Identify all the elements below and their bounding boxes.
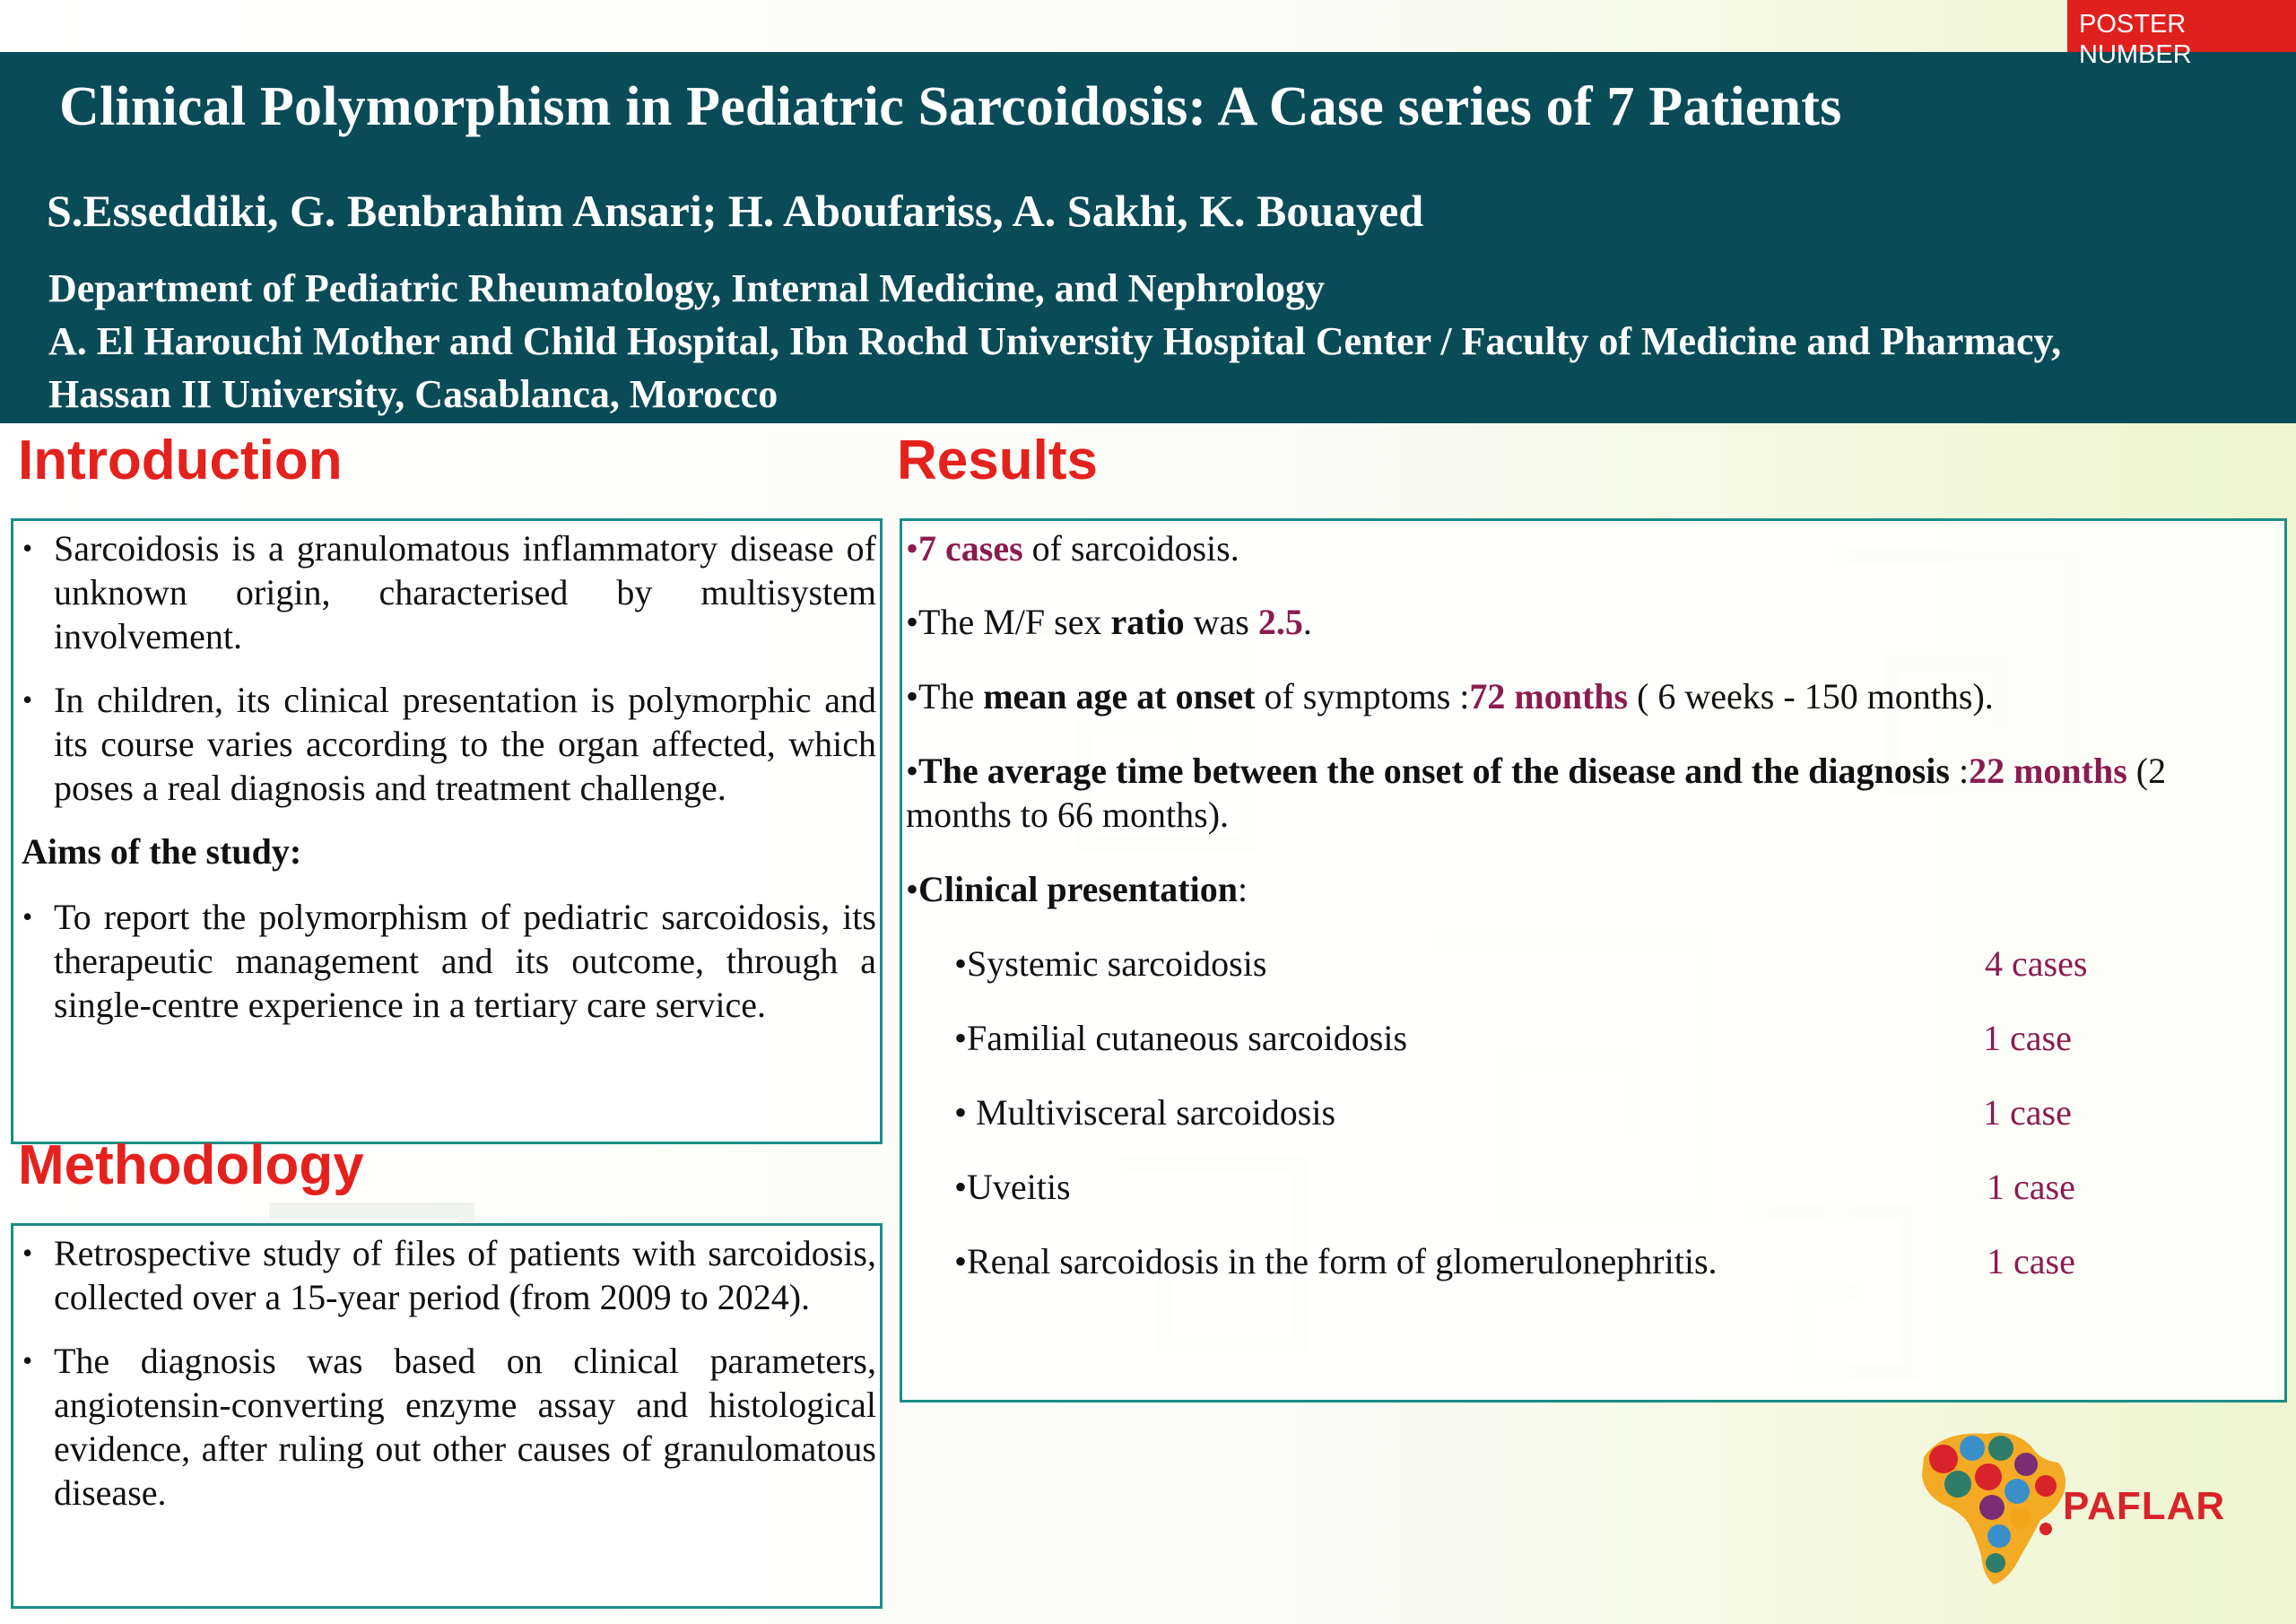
result-clinical-presentation [906, 867, 1248, 911]
result-mean-age [906, 674, 1994, 718]
poster-number-badge [2067, 0, 2296, 69]
paflar-logo-text: PAFLAR [2063, 1484, 2226, 1528]
bullet: • [906, 676, 919, 716]
highlight-value: 72 months [1469, 676, 1629, 716]
presentation-count: 1 case [1987, 1167, 2075, 1207]
introduction-list [19, 526, 876, 810]
poster-title: Clinical Polymorphism in Pediatric Sarcoidosis: A Case series of 7 Patients [59, 76, 1842, 137]
bold-text: The average time between the onset of the disease and the diagnosis [918, 751, 1950, 791]
highlight-value: 2.5 [1257, 602, 1303, 642]
presentation-label: •Systemic sarcoidosis [954, 943, 1267, 984]
list-item: • Sarcoidosis is a granulomatous inflammatory disease of unknown origin, characterised by multisystem involvement. [19, 526, 876, 658]
result-case-count [906, 526, 1239, 570]
poster-number-line1: POSTER [2079, 10, 2187, 39]
bullet: • [906, 751, 919, 791]
bullet: • [906, 602, 919, 642]
methodology-heading: Methodology [18, 1134, 364, 1196]
result-text: : [1237, 869, 1248, 909]
presentation-count: 4 cases [1985, 943, 2088, 984]
result-text: The [918, 676, 984, 716]
header-banner [0, 52, 2296, 423]
presentation-label: •Familial cutaneous sarcoidosis [954, 1018, 1408, 1058]
presentation-count: 1 case [1983, 1018, 2072, 1058]
poster-number-line2: NUMBER [2079, 40, 2192, 69]
aims-list [19, 895, 876, 1027]
bullet: • [906, 528, 919, 569]
methodology-list [19, 1231, 876, 1515]
highlight-value: 7 cases [918, 528, 1023, 569]
bold-text: Clinical presentation [918, 869, 1238, 909]
affiliation-line: Hassan II University, Casablanca, Morocco [48, 372, 778, 416]
presentation-label: •Uveitis [954, 1167, 1071, 1207]
result-text: (2 months to 66 months). [906, 751, 2167, 835]
list-item: • To report the polymorphism of pediatric sarcoidosis, its therapeutic management and its outcome, through a single-centre experience in a tertiary care service. [19, 895, 876, 1027]
list-item: • The diagnosis was based on clinical parameters, angiotensin-converting enzyme assay and histological evidence, after ruling out other causes of granulomatous disease. [19, 1339, 876, 1515]
result-diagnosis-delay [906, 749, 2233, 837]
result-text: ( 6 weeks - 150 months). [1628, 676, 1994, 716]
highlight-value: 22 months [1969, 751, 2127, 791]
result-text: of symptoms : [1255, 676, 1470, 716]
results-heading: Results [897, 430, 1098, 491]
result-sex-ratio [906, 600, 1312, 644]
result-text: . [1302, 602, 1312, 642]
authors: S.Esseddiki, G. Benbrahim Ansari; H. Aboufariss, A. Sakhi, K. Bouayed [47, 186, 1424, 236]
methodology-box [11, 1223, 883, 1609]
presentation-count: 1 case [1987, 1241, 2075, 1281]
list-item: • Retrospective study of files of patients with sarcoidosis, collected over a 15-year period (from 2009 to 2024). [19, 1231, 876, 1319]
bold-text: mean age at onset [983, 676, 1256, 716]
result-text: was [1184, 602, 1258, 642]
aims-heading: Aims of the study: [22, 831, 302, 872]
affiliation-line: Department of Pediatric Rheumatology, Internal Medicine, and Nephrology [48, 266, 1325, 310]
bullet: • [906, 869, 919, 909]
affiliation [48, 262, 2061, 421]
presentation-label: •Renal sarcoidosis in the form of glomerulonephritis. [954, 1241, 1718, 1281]
result-text: of sarcoidosis. [1022, 528, 1239, 569]
introduction-box [11, 518, 883, 1144]
bold-text: ratio [1110, 602, 1185, 642]
results-box [900, 518, 2287, 1403]
introduction-heading: Introduction [18, 430, 343, 491]
presentation-count: 1 case [1983, 1092, 2072, 1133]
list-item: • In children, its clinical presentation is polymorphic and its course varies according to the organ affected, which poses a real diagnosis and treatment challenge. [19, 678, 876, 810]
presentation-label: • Multivisceral sarcoidosis [954, 1092, 1336, 1133]
affiliation-line: A. El Harouchi Mother and Child Hospital, Ibn Rochd University Hospital Center / Faculty of Medicine and Pharmacy, [48, 319, 2062, 363]
result-text: : [1949, 751, 1970, 791]
result-text: The M/F sex [918, 602, 1111, 642]
